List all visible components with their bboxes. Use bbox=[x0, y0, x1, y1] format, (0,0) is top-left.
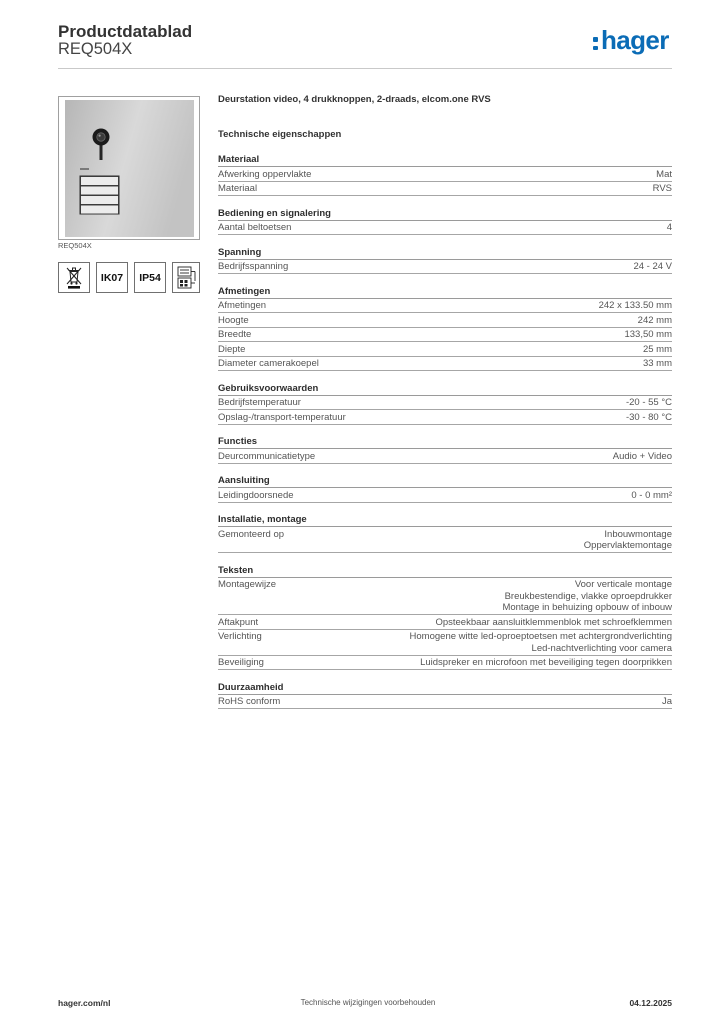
spec-label: Montagewijze bbox=[218, 579, 277, 590]
spec-label: RoHS conform bbox=[218, 696, 281, 707]
weee-badge bbox=[58, 262, 90, 293]
ik-rating-badge: IK07 bbox=[96, 262, 128, 293]
spec-value-line: Mat bbox=[656, 168, 672, 180]
spec-value-line: Oppervlaktemontage bbox=[583, 540, 672, 551]
spec-label: Breedte bbox=[218, 329, 252, 340]
spec-row bbox=[218, 167, 672, 182]
spec-value bbox=[346, 412, 672, 424]
spec-value bbox=[291, 222, 672, 234]
spec-label: Hoogte bbox=[218, 314, 249, 326]
spec-value bbox=[276, 579, 672, 614]
spec-section-spanning bbox=[218, 246, 672, 275]
spec-section-installatie bbox=[218, 513, 672, 553]
spec-label: Gemonteerd op bbox=[218, 528, 285, 540]
spec-section-title: Functies bbox=[218, 435, 672, 449]
logo-wordmark: hager bbox=[601, 25, 669, 55]
spec-value-line: 242 mm bbox=[637, 314, 672, 326]
spec-value bbox=[280, 696, 672, 708]
spec-row bbox=[218, 299, 672, 314]
spec-row bbox=[218, 182, 672, 197]
footer-disclaimer: Technische wijzigingen voorbehouden bbox=[300, 998, 436, 1007]
spec-section-gebruiksvoorwaarden bbox=[218, 382, 672, 425]
spec-value-line: Breukbestendige, vlakke oproepdrukker bbox=[504, 590, 672, 602]
logo-dot-top bbox=[593, 37, 598, 42]
spec-row bbox=[218, 396, 672, 411]
spec-value-line: 133,50 mm bbox=[624, 329, 672, 340]
spec-value-line: 24 - 24 V bbox=[633, 261, 672, 272]
spec-row bbox=[218, 488, 672, 503]
spec-value-line: Ja bbox=[661, 696, 672, 707]
spec-section-title: Materiaal bbox=[218, 153, 672, 167]
wiring-diagram-icon bbox=[173, 263, 199, 292]
spec-label: Aftakpunt bbox=[218, 616, 259, 628]
document-title: Productdatablad bbox=[58, 22, 193, 41]
footer-website-link[interactable]: hager.com/nl bbox=[58, 998, 111, 1008]
spec-section-title: Bediening en signalering bbox=[218, 207, 672, 221]
spec-value bbox=[319, 358, 672, 370]
spec-value-line: Voor verticale montage bbox=[574, 579, 672, 590]
product-image bbox=[58, 96, 200, 240]
spec-value bbox=[311, 169, 672, 181]
spec-row bbox=[218, 342, 672, 357]
spec-value bbox=[284, 529, 672, 552]
spec-value-line: RVS bbox=[652, 183, 672, 194]
spec-value-line: 242 x 133.50 mm bbox=[598, 300, 672, 311]
spec-section-duurzaamheid bbox=[218, 681, 672, 710]
product-code: REQ504X bbox=[58, 40, 133, 58]
spec-value-line: -20 - 55 °C bbox=[625, 397, 672, 408]
call-button-3 bbox=[81, 196, 119, 205]
spec-label: Bedrijfstemperatuur bbox=[218, 397, 301, 408]
spec-value-line: Homogene witte led-oproeptoetsen met achtergrondverlichting bbox=[409, 631, 672, 642]
spec-label: Materiaal bbox=[218, 183, 258, 194]
spec-row bbox=[218, 260, 672, 275]
spec-label: Opslag-/transport-temperatuur bbox=[218, 411, 346, 423]
spec-label: Afmetingen bbox=[218, 300, 267, 311]
spec-value bbox=[245, 344, 672, 356]
spec-value bbox=[251, 329, 672, 341]
spec-row bbox=[218, 578, 672, 616]
spec-row bbox=[218, 630, 672, 656]
spec-row bbox=[218, 410, 672, 425]
properties-title: Technische eigenschappen bbox=[218, 129, 342, 140]
ip-rating-badge: IP54 bbox=[134, 262, 166, 293]
spec-label: Beveiliging bbox=[218, 657, 264, 668]
spec-value bbox=[262, 631, 672, 654]
door-station-photo bbox=[59, 97, 199, 239]
spec-section-materiaal bbox=[218, 153, 672, 196]
spec-section-title: Teksten bbox=[218, 564, 672, 578]
call-button-4 bbox=[81, 205, 119, 214]
spec-table bbox=[218, 153, 672, 709]
spec-section-functies bbox=[218, 435, 672, 464]
spec-row bbox=[218, 328, 672, 343]
spec-row bbox=[218, 449, 672, 464]
footer-date: 04.12.2025 bbox=[629, 998, 672, 1008]
spec-value bbox=[301, 397, 672, 409]
spec-value bbox=[257, 183, 672, 195]
hager-logo bbox=[593, 27, 673, 57]
spec-section-title: Aansluiting bbox=[218, 474, 672, 488]
spec-label: Leidingdoorsnede bbox=[218, 489, 294, 501]
spec-section-title: Duurzaamheid bbox=[218, 681, 672, 695]
spec-label: Aantal beltoetsen bbox=[218, 222, 292, 233]
spec-value bbox=[294, 490, 672, 502]
call-button-1 bbox=[81, 177, 119, 186]
spec-value-line: Opsteekbaar aansluitklemmenblok met schroefklemmen bbox=[435, 616, 672, 628]
spec-label: Diepte bbox=[218, 343, 246, 355]
spec-value bbox=[258, 617, 672, 629]
spec-label: Bedrijfsspanning bbox=[218, 261, 289, 272]
spec-row bbox=[218, 695, 672, 710]
spec-row bbox=[218, 221, 672, 236]
spec-value-line: 4 bbox=[666, 222, 672, 233]
header-divider bbox=[58, 68, 672, 69]
spec-section-aansluiting bbox=[218, 474, 672, 503]
weee-crossed-bin-icon bbox=[59, 263, 89, 292]
spec-label: Verlichting bbox=[218, 631, 262, 642]
spec-section-bediening bbox=[218, 207, 672, 236]
brand-mark bbox=[80, 168, 89, 170]
spec-section-teksten bbox=[218, 564, 672, 671]
spec-value-line: -30 - 80 °C bbox=[625, 411, 672, 423]
wiring-badge bbox=[172, 262, 200, 293]
spec-value-line: 0 - 0 mm² bbox=[631, 489, 672, 501]
call-buttons bbox=[80, 176, 119, 214]
spec-label: Deurcommunicatietype bbox=[218, 450, 316, 462]
call-button-2 bbox=[81, 186, 119, 195]
spec-row bbox=[218, 527, 672, 553]
spec-value-line: Montage in behuizing opbouw of inbouw bbox=[502, 602, 672, 613]
spec-value bbox=[249, 315, 672, 327]
spec-value-line: Audio + Video bbox=[612, 450, 672, 462]
spec-section-title: Gebruiksvoorwaarden bbox=[218, 382, 672, 396]
spec-value bbox=[264, 657, 672, 669]
spec-label: Afwerking oppervlakte bbox=[218, 168, 312, 180]
spec-value bbox=[288, 261, 672, 273]
spec-value-line: Luidspreker en microfoon met beveiliging tegen doorprikken bbox=[420, 657, 672, 668]
spec-value bbox=[315, 451, 672, 463]
spec-value-line: Inbouwmontage bbox=[604, 528, 672, 540]
spec-label: Diameter camerakoepel bbox=[218, 358, 319, 369]
spec-section-afmetingen bbox=[218, 285, 672, 372]
spec-value-line: 33 mm bbox=[642, 358, 672, 369]
logo-dot-bottom bbox=[593, 46, 598, 51]
image-caption: REQ504X bbox=[58, 241, 92, 250]
product-description: Deurstation video, 4 drukknoppen, 2-draads, elcom.one RVS bbox=[218, 94, 491, 105]
spec-row bbox=[218, 656, 672, 671]
spec-section-title: Installatie, montage bbox=[218, 513, 672, 527]
spec-row bbox=[218, 357, 672, 372]
spec-section-title: Afmetingen bbox=[218, 285, 672, 299]
spec-section-title: Spanning bbox=[218, 246, 672, 260]
spec-row bbox=[218, 615, 672, 630]
spec-value-line: Led-nachtverlichting voor camera bbox=[531, 642, 672, 654]
spec-value-line: 25 mm bbox=[642, 343, 672, 355]
spec-value bbox=[266, 300, 672, 312]
spec-row bbox=[218, 313, 672, 328]
